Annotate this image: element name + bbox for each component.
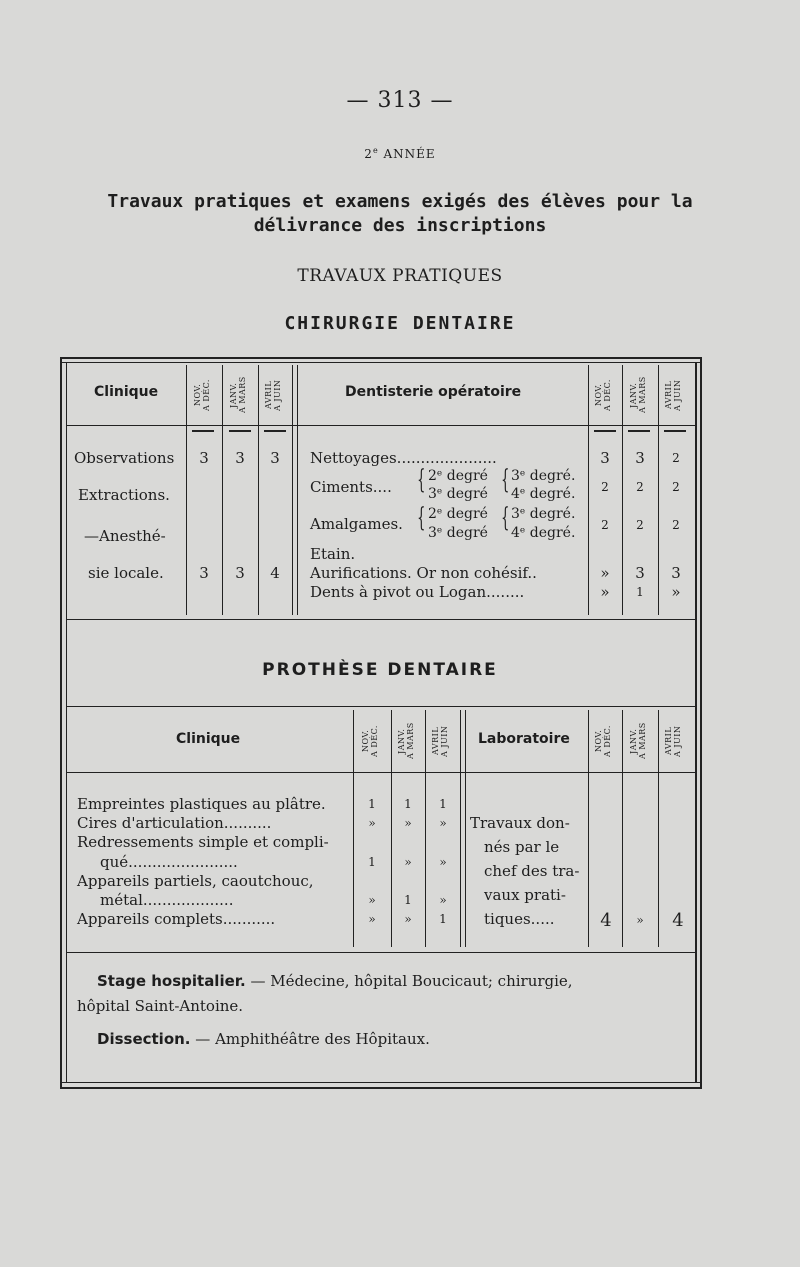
s2-value: 1 xyxy=(404,797,412,811)
s2-value: 1 xyxy=(439,912,447,926)
s1-right-row: Etain. xyxy=(310,545,356,563)
s2-lab-value: » xyxy=(636,913,644,927)
s1-right-row: Nettoyages..................... xyxy=(310,449,497,467)
s1-col xyxy=(258,365,259,615)
s2-value: » xyxy=(404,912,412,926)
s1-right-header: Dentisterie opératoire xyxy=(345,384,522,400)
s2-row-label: qué....................... xyxy=(100,853,238,871)
stage-text2: hôpital Saint-Antoine. xyxy=(77,997,244,1015)
s2-col xyxy=(622,710,623,947)
s1-degree: 2ᵉ degré xyxy=(428,506,488,522)
s2-value: » xyxy=(404,855,412,869)
frame-bottom-inner xyxy=(60,1082,702,1083)
s1-right-value: 3 xyxy=(600,449,610,467)
s1-period-2: JANV. A MARS xyxy=(229,376,247,414)
s1-right-value: 3 xyxy=(671,564,681,582)
s1-right-value: 3 xyxy=(635,449,645,467)
year-sup: e xyxy=(372,146,379,155)
s1-degree: 3ᵉ degré. xyxy=(511,468,576,484)
year-word: ANNÉE xyxy=(383,147,436,161)
s2-value: 1 xyxy=(404,893,412,907)
s1-col xyxy=(186,365,187,615)
main-title xyxy=(70,190,730,238)
dissection-text: — Amphithéâtre des Hôpitaux. xyxy=(195,1030,430,1048)
s2-value: » xyxy=(368,912,376,926)
s1-period-r3: AVRIL A JUIN xyxy=(664,379,682,411)
s2-col xyxy=(465,710,466,947)
s1-right-value: 2 xyxy=(672,480,680,494)
frame-left xyxy=(60,357,62,1088)
s2-value: » xyxy=(439,816,447,830)
s1-left-value: 3 xyxy=(235,564,245,582)
s2-row-label: Empreintes plastiques au plâtre. xyxy=(77,795,326,813)
s1-right-value: » xyxy=(600,583,610,601)
frame-right-outer xyxy=(700,357,702,1088)
s1-degree: 3ᵉ degré xyxy=(428,525,488,541)
s1-left-row: Observations xyxy=(74,449,175,467)
s1-tick xyxy=(229,430,251,432)
stage-text: — Médecine, hôpital Boucicaut; chirurgie, xyxy=(250,972,573,990)
s2-value: 1 xyxy=(368,855,376,869)
s1-bottom-rule xyxy=(66,619,695,620)
s2-right-header: Laboratoire xyxy=(478,731,570,747)
s2-row-label: métal................... xyxy=(100,891,234,909)
main-title-line1: Travaux pratiques et examens exigés des élèves pour la xyxy=(107,191,693,212)
year-number: 2 xyxy=(364,147,373,161)
s2-value: 1 xyxy=(368,797,376,811)
stage-label: Stage hospitalier. xyxy=(97,972,246,990)
s1-tick xyxy=(628,430,650,432)
s1-right-value: 3 xyxy=(635,564,645,582)
s2-period-r3: AVRIL A JUIN xyxy=(664,725,682,757)
subtitle: TRAVAUX PRATIQUES xyxy=(297,266,503,286)
s1-left-value: 4 xyxy=(270,564,280,582)
s1-tick xyxy=(264,430,286,432)
frame-right xyxy=(695,362,697,1082)
year-heading xyxy=(0,146,800,161)
s2-lab-line: tiques..... xyxy=(484,910,555,928)
frame-top xyxy=(60,357,702,359)
s2-lab-line: nés par le xyxy=(484,838,560,856)
s1-left-value: 3 xyxy=(199,449,209,467)
s1-degree: 3ᵉ degré. xyxy=(511,506,576,522)
s1-right-row: Ciments.... xyxy=(310,478,392,496)
s1-right-value: 2 xyxy=(636,480,644,494)
s2-period-1: NOV. A DÉC. xyxy=(361,725,379,757)
s2-col xyxy=(460,710,461,947)
s1-right-value: 2 xyxy=(672,451,680,465)
s2-row-label: Redressements simple et compli- xyxy=(77,833,329,851)
s2-value: » xyxy=(439,893,447,907)
s2-value: » xyxy=(368,816,376,830)
s1-right-value: 1 xyxy=(636,585,644,599)
s1-period-r1: NOV. A DÉC. xyxy=(594,379,612,411)
s2-value: » xyxy=(404,816,412,830)
s2-lab-line: Travaux don- xyxy=(470,814,570,832)
s1-degree: 4ᵉ degré. xyxy=(511,525,576,541)
brace-icon: { xyxy=(501,465,510,495)
frame-bottom xyxy=(60,1087,702,1089)
s1-left-row: —Anesthé- xyxy=(84,527,166,545)
page-number: — 313 — xyxy=(346,88,454,113)
s1-col xyxy=(222,365,223,615)
s2-period-r2: JANV. A MARS xyxy=(629,722,647,760)
main-title-line2: délivrance des inscriptions xyxy=(253,215,547,236)
s2-period-2: JANV. A MARS xyxy=(397,722,415,760)
s1-right-row: Aurifications. Or non cohésif.. xyxy=(310,564,537,582)
s1-left-row: Extractions. xyxy=(78,486,170,504)
s2-col xyxy=(588,710,589,947)
frame-left-inner xyxy=(66,362,67,1082)
s1-period-1: NOV. A DÉC. xyxy=(193,379,211,411)
brace-icon: { xyxy=(417,465,426,495)
s1-right-row: Dents à pivot ou Logan........ xyxy=(310,583,525,601)
stage-note xyxy=(97,972,687,990)
s1-tick xyxy=(192,430,214,432)
s2-left-header: Clinique xyxy=(176,731,241,747)
s2-value: 1 xyxy=(439,797,447,811)
s1-right-value: 2 xyxy=(601,480,609,494)
s1-left-value: 3 xyxy=(270,449,280,467)
s1-col xyxy=(292,365,293,615)
s1-right-value: 2 xyxy=(636,518,644,532)
s1-left-value: 3 xyxy=(199,564,209,582)
s2-lab-value: 4 xyxy=(600,910,612,931)
s1-tick xyxy=(664,430,686,432)
s1-degree: 4ᵉ degré. xyxy=(511,486,576,502)
s2-row-label: Cires d'articulation.......... xyxy=(77,814,272,832)
s2-top-rule xyxy=(66,706,695,707)
s1-right-value: 2 xyxy=(601,518,609,532)
dissection-note xyxy=(97,1030,430,1048)
s1-col xyxy=(622,365,623,615)
s1-col xyxy=(297,365,298,615)
brace-icon: { xyxy=(501,503,510,533)
s1-left-row: sie locale. xyxy=(88,564,164,582)
s1-tick xyxy=(594,430,616,432)
s2-value: » xyxy=(439,855,447,869)
s1-header-rule xyxy=(66,425,695,426)
s2-period-3: AVRIL A JUIN xyxy=(431,725,449,757)
s1-degree: 2ᵉ degré xyxy=(428,468,488,484)
brace-icon: { xyxy=(417,503,426,533)
s2-col xyxy=(391,710,392,947)
s1-col xyxy=(588,365,589,615)
s1-right-value: 2 xyxy=(672,518,680,532)
s1-right-row: Amalgames. xyxy=(310,515,403,533)
s1-left-header: Clinique xyxy=(94,384,159,400)
s1-left-value: 3 xyxy=(235,449,245,467)
s1-right-value: » xyxy=(600,564,610,582)
section2-title: PROTHÈSE DENTAIRE xyxy=(262,660,498,680)
s1-right-value: » xyxy=(671,583,681,601)
frame-top-inner xyxy=(60,362,702,363)
s2-lab-line: vaux prati- xyxy=(484,886,566,904)
s1-period-3: AVRIL A JUIN xyxy=(264,379,282,411)
s2-col xyxy=(353,710,354,947)
s2-period-r1: NOV. A DÉC. xyxy=(594,725,612,757)
dissection-label: Dissection. xyxy=(97,1030,191,1048)
s2-header-rule xyxy=(66,772,695,773)
s2-row-label: Appareils partiels, caoutchouc, xyxy=(77,872,314,890)
s2-lab-value: 4 xyxy=(672,910,684,931)
s1-period-r2: JANV. A MARS xyxy=(629,376,647,414)
s2-bottom-rule xyxy=(66,952,695,953)
s2-col xyxy=(658,710,659,947)
s1-degree: 3ᵉ degré xyxy=(428,486,488,502)
section1-title: CHIRURGIE DENTAIRE xyxy=(284,313,516,334)
s2-row-label: Appareils complets........... xyxy=(77,910,276,928)
s1-col xyxy=(658,365,659,615)
s2-lab-line: chef des tra- xyxy=(484,862,580,880)
s2-value: » xyxy=(368,893,376,907)
s2-col xyxy=(425,710,426,947)
